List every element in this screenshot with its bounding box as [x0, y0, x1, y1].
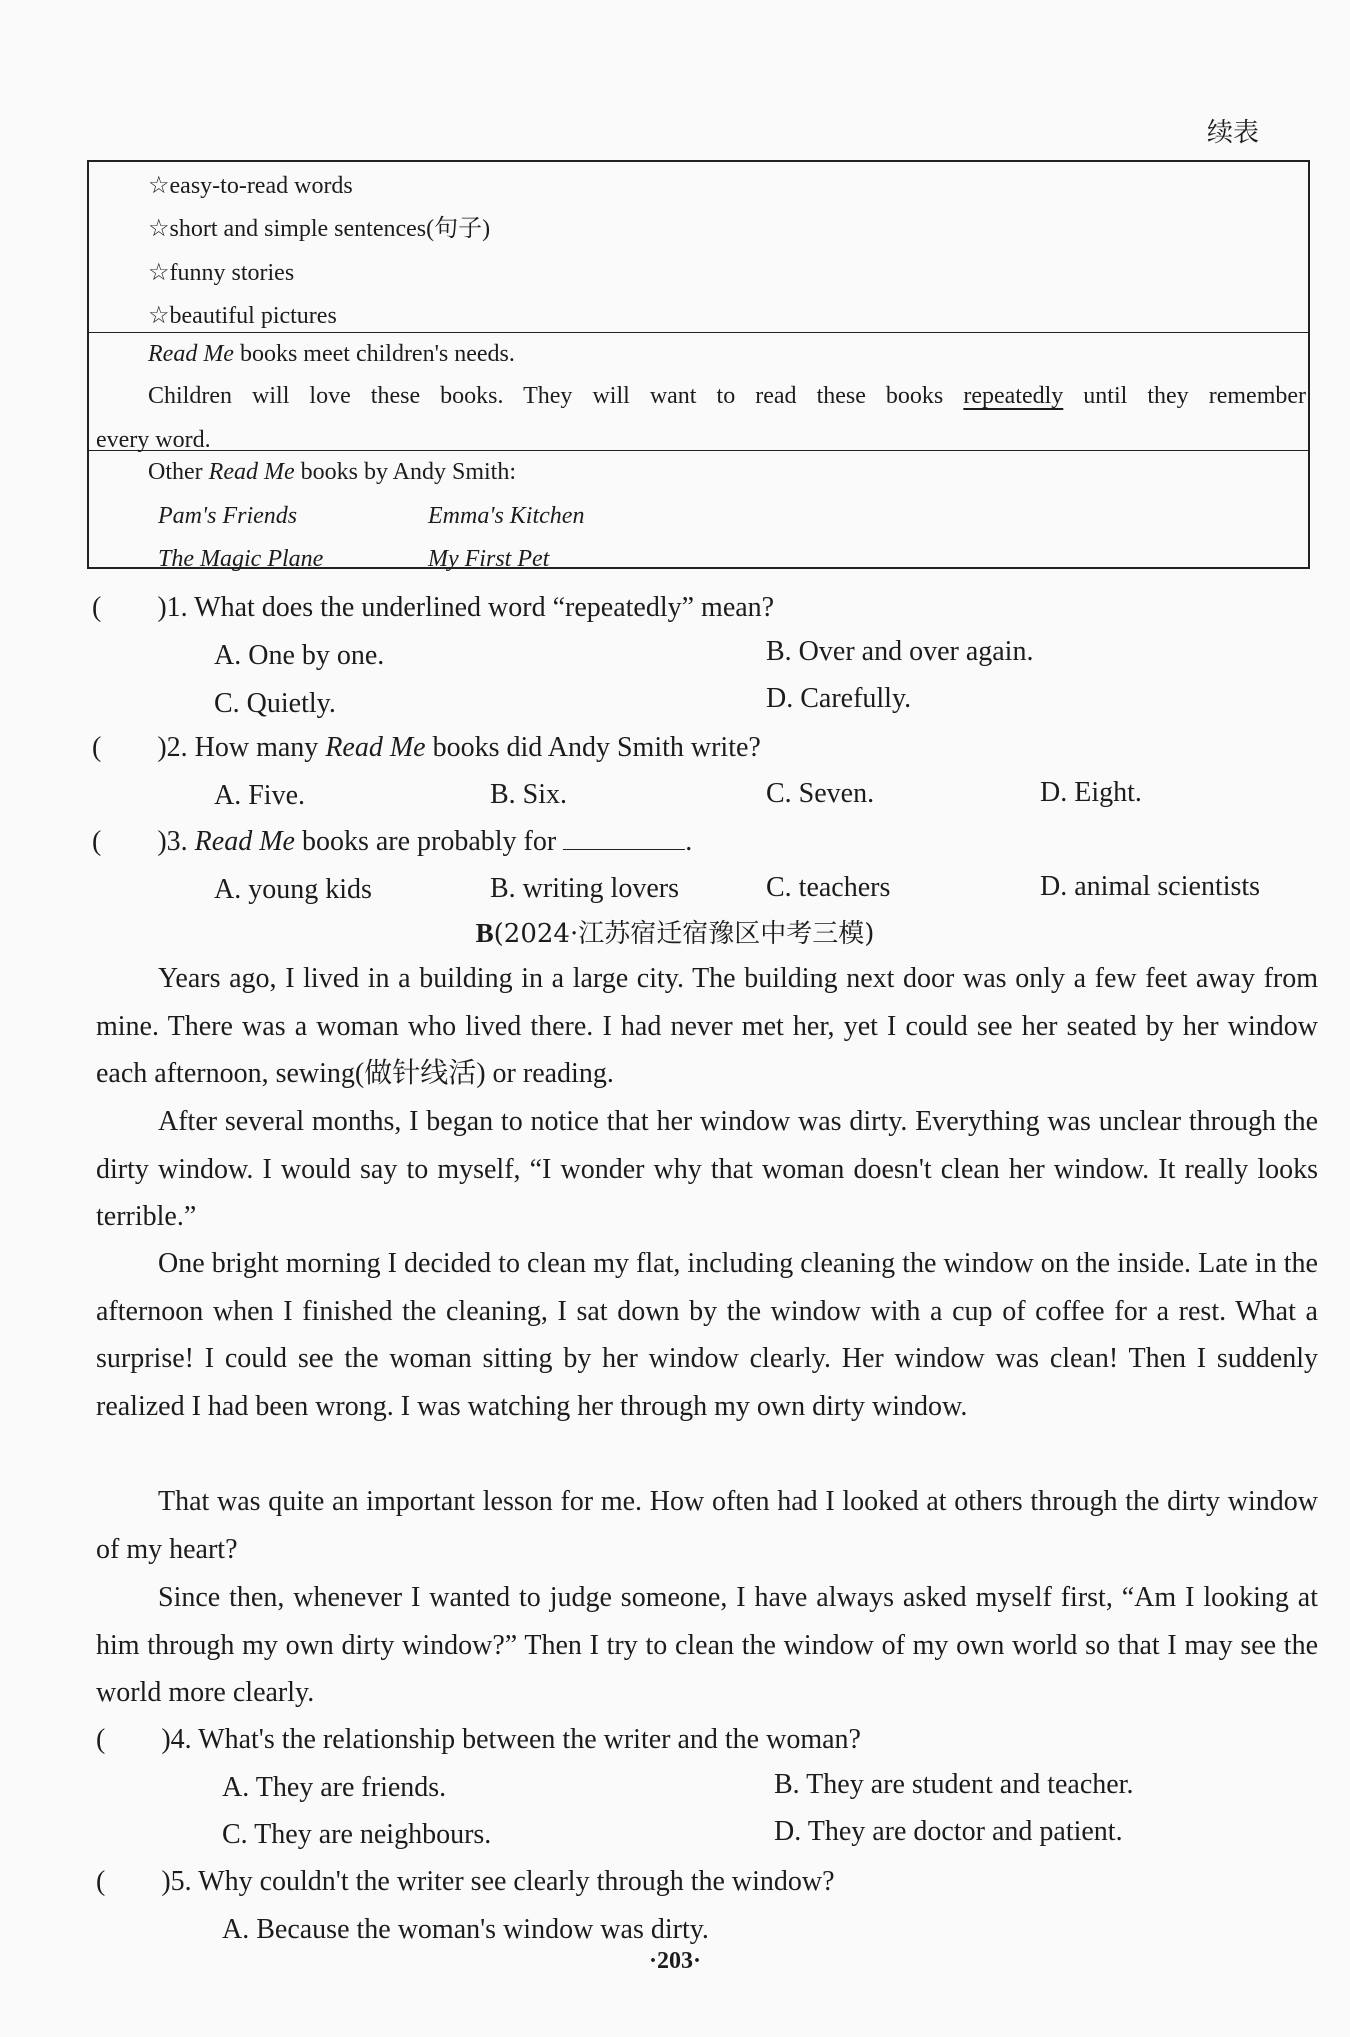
option: D. Carefully.	[766, 683, 912, 714]
question-5: ( )5. Why couldn't the writer see clearly through the window?	[96, 1866, 835, 1897]
passage-paragraph: After several months, I began to notice that her window was dirty. Everything was unclear through the dirty window. I would say to myself, “I wonder why that woman doesn't clean her window. It really looks terrible.”	[96, 1106, 1318, 1233]
option: A. One by one.	[214, 640, 385, 671]
option: D. animal scientists	[1040, 871, 1261, 902]
question-1: ( )1. What does the underlined word “repeatedly” mean?	[92, 592, 775, 623]
option: A. Five.	[214, 780, 305, 811]
passage-paragraph: That was quite an important lesson for me. How often had I looked at others through the dirty window of my heart?	[96, 1486, 1318, 1565]
question-3: ( )3. Read Me books are probably for .	[92, 826, 693, 857]
book-title: Pam's Friends	[158, 503, 298, 529]
answer-bracket[interactable]: ( )	[92, 592, 167, 623]
option: C. Seven.	[766, 778, 875, 809]
option: B. writing lovers	[490, 873, 679, 904]
feature-item: ☆funny stories	[148, 260, 295, 286]
children-line-cont: every word.	[96, 427, 211, 453]
answer-bracket[interactable]: ( )	[92, 826, 167, 857]
underlined-word: repeatedly	[963, 383, 1064, 409]
option: C. teachers	[766, 872, 891, 903]
page-number: ·203·	[648, 1948, 701, 1974]
option: A. They are friends.	[222, 1772, 447, 1803]
option: C. They are neighbours.	[222, 1819, 492, 1850]
continued-label: 续表	[1206, 118, 1259, 147]
feature-item: ☆easy-to-read words	[148, 173, 353, 199]
option: B. They are student and teacher.	[774, 1769, 1134, 1800]
answer-bracket[interactable]: ( )	[92, 732, 167, 763]
passage-paragraph: Since then, whenever I wanted to judge someone, I have always asked myself first, “Am I looking at him through my own dirty window?” Then I try to clean the window of my own world so that I may see the world more clearly.	[96, 1582, 1318, 1709]
option: A. Because the woman's window was dirty.	[222, 1914, 709, 1945]
fill-in-blank[interactable]	[563, 825, 685, 850]
feature-item: ☆short and simple sentences(句子)	[148, 216, 491, 242]
option: C. Quietly.	[214, 688, 336, 719]
series-title: Read Me	[148, 341, 234, 367]
section-heading: B(2024·江苏宿迁宿豫区中考三模)	[475, 918, 875, 949]
other-books-line: Other Read Me books by Andy Smith:	[148, 459, 516, 485]
answer-bracket[interactable]: ( )	[96, 1866, 171, 1897]
needs-line: Read Me books meet children's needs.	[148, 341, 515, 367]
option: B. Over and over again.	[766, 636, 1034, 667]
answer-bracket[interactable]: ( )	[96, 1724, 171, 1755]
option: D. Eight.	[1040, 777, 1142, 808]
option: D. They are doctor and patient.	[774, 1816, 1123, 1847]
book-title: The Magic Plane	[158, 546, 324, 572]
passage-paragraph: Years ago, I lived in a building in a large city. The building next door was only a few feet away from mine. There was a woman who lived there. I had never met her, yet I could see her seated by her window each afternoon, sewing(做针线活) or reading.	[96, 963, 1318, 1090]
option: B. Six.	[490, 779, 568, 810]
book-title: Emma's Kitchen	[428, 503, 585, 529]
question-4: ( )4. What's the relationship between the writer and the woman?	[96, 1724, 861, 1755]
option: A. young kids	[214, 874, 372, 905]
table-divider-2	[87, 450, 1310, 451]
passage-paragraph: One bright morning I decided to clean my flat, including cleaning the window on the inside. Late in the afternoon when I finished the cleaning, I sat down by the window with a cup of coffee for a rest. What a surprise! I could see the woman sitting by her window clearly. Her window was clean! Then I suddenly realized I had been wrong. I was watching her through my own dirty window.	[96, 1248, 1318, 1422]
question-2: ( )2. How many Read Me books did Andy Smith write?	[92, 732, 761, 763]
children-line: Children will love these books. They will want to read these books repeatedly until they remember	[148, 383, 1307, 409]
book-title: My First Pet	[428, 546, 550, 572]
feature-item: ☆beautiful pictures	[148, 303, 337, 329]
